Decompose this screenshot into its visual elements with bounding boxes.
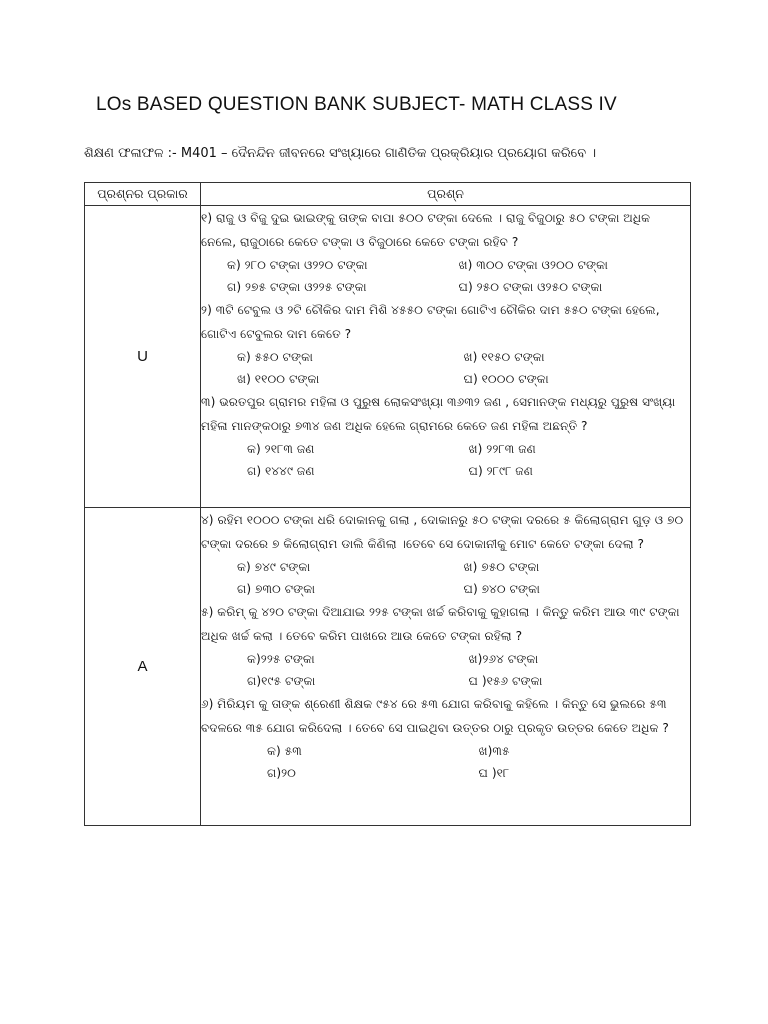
option: ଗ) ୭୩୦ ଟଙ୍କା	[237, 582, 316, 596]
option: କ) ୨୮୦ ଟଙ୍କା ଓ୨୨୦ ଟଙ୍କା	[227, 258, 368, 272]
option: ଖ) ୧୧୦୦ ଟଙ୍କା	[237, 372, 320, 386]
option: ଘ) ୨୫୦ ଟଙ୍କା ଓ୨୫୦ ଟଙ୍କା	[458, 280, 603, 294]
option: ଗ) ୧୪୪୯ ଜଣ	[247, 464, 315, 478]
section-row-a	[85, 508, 691, 826]
question-stem: ୨) ୩ଟି ଟେବୁଲ ଓ ୨ଟି ଚୌକିର ଦାମ ମିଶି ୪୫୫୦ ଟଙ୍କା ଗୋଟିଏ ଚୌକିର ଦାମ ୫୫୦ ଟଙ୍କା ହେଲେ, ଗୋଟିଏ ଟେବୁଲର ଦାମ କେତେ ?	[201, 303, 660, 341]
learning-outcome: ଶିକ୍ଷଣ ଫଳାଫଳ :- M401 – ଦୈନନ୍ଦିନ ଜୀବନରେ ସଂଖ୍ୟାରେ ଗାଣିତିକ ପ୍ରକ୍ରିୟାର ପ୍ରୟୋଗ କରିବେ ।	[84, 146, 597, 161]
page-title: LOs BASED QUESTION BANK SUBJECT- MATH CLASS IV	[96, 94, 617, 115]
header-question-type: ପ୍ରଶ୍ନର ପ୍ରକାର	[85, 183, 201, 206]
question-stem: ୫) କରିମ୍ କୁ ୪୨୦ ଟଙ୍କା ଦିଆଯାଇ ୨୨୫ ଟଙ୍କା ଖର୍ଚ୍ଚ କରିବାକୁ କୁହାଗଲା । କିନ୍ତୁ କରିମ ଆଉ ୩୯ ଟଙ୍କା ଅଧିକ ଖର୍ଚ୍ଚ କଲା । ତେବେ କରିମ ପାଖରେ ଆଉ କେତେ ଟଙ୍କା ରହିଲା ?	[201, 605, 680, 643]
option-list	[201, 740, 690, 784]
option: ଘ )୧୮	[478, 766, 510, 780]
option: କ)୨୨୫ ଟଙ୍କା	[247, 652, 315, 666]
option: ଖ) ୩୦୦ ଟଙ୍କା ଓ୨୦୦ ଟଙ୍କା	[458, 258, 608, 272]
table-header-row	[85, 183, 691, 206]
option: ଖ) ୭୫୦ ଟଙ୍କା	[463, 560, 540, 574]
question-5	[201, 600, 690, 692]
question-2	[201, 298, 690, 390]
option: ଘ) ୨୮୯୮ ଜଣ	[468, 464, 533, 478]
option: କ) ୭୪୯ ଟଙ୍କା	[237, 560, 311, 574]
question-type-label: U	[85, 206, 201, 508]
header-question: ପ୍ରଶ୍ନ	[201, 183, 691, 206]
question-stem: ୧) ରାଜୁ ଓ ବିଜୁ ଦୁଇ ଭାଇଙ୍କୁ ତାଙ୍କ ବାପା ୫୦୦ ଟଙ୍କା ଦେଲେ । ରାଜୁ ବିଜୁଠାରୁ ୫୦ ଟଙ୍କା ଅଧିକ ନେଲେ, ରାଜୁଠାରେ କେତେ ଟଙ୍କା ଓ ବିଜୁଠାରେ କେତେ ଟଙ୍କା ରହିବ ?	[201, 211, 651, 249]
option: ଗ)୨୦	[267, 766, 297, 780]
option: ଘ) ୭୪୦ ଟଙ୍କା	[463, 582, 540, 596]
option-list	[201, 438, 690, 482]
question-cell	[201, 508, 691, 826]
option: କ) ୫୩	[267, 744, 302, 758]
option: ଘ) ୧୦୦୦ ଟଙ୍କା	[463, 372, 549, 386]
option: କ) ୫୫୦ ଟଙ୍କା	[237, 350, 313, 364]
question-stem: ୬) ମିରିୟମ କୁ ତାଙ୍କ ଶ୍ରେଣୀ ଶିକ୍ଷକ ୯୫୪ ରେ ୫୩ ଯୋଗ କରିବାକୁ କହିଲେ । କିନ୍ତୁ ସେ ଭୁଲରେ ୫୩ ବଦଳରେ ୩୫ ଯୋଗ କରିଦେଲା । ତେବେ ସେ ପାଇଥିବା ଉତ୍ତର ଠାରୁ ପ୍ରକୃତ ଉତ୍ତର କେତେ ଅଧିକ ?	[201, 697, 669, 735]
question-6	[201, 692, 690, 784]
question-1	[201, 206, 690, 298]
option: ଗ) ୨୭୫ ଟଙ୍କା ଓ୨୨୫ ଟଙ୍କା	[227, 280, 367, 294]
section-row-u	[85, 206, 691, 508]
question-type-label: A	[85, 508, 201, 826]
option-list	[201, 346, 690, 390]
option-list	[201, 556, 690, 600]
option-list	[201, 254, 690, 298]
question-table	[84, 182, 691, 826]
question-3	[201, 390, 690, 482]
option: ଖ) ୨୨୮୩ ଜଣ	[468, 442, 536, 456]
question-stem: ୪) ରହିମ ୧୦୦୦ ଟଙ୍କା ଧରି ଦୋକାନକୁ ଗଲା , ଦୋକାନରୁ ୫୦ ଟଙ୍କା ଦରରେ ୫ କିଲୋଗ୍ରାମ ଗୁଡ଼ ଓ ୭୦ ଟଙ୍କା ଦରରେ ୭ କିଲୋଗ୍ରାମ ଡାଲି କିଣିଲା ।ତେବେ ସେ ଦୋକାନୀକୁ ମୋଟ କେତେ ଟଙ୍କା ଦେଲା ?	[201, 513, 684, 551]
option: ଗ)୧୯୫ ଟଙ୍କା	[247, 674, 316, 688]
option: ଖ)୨୬୪ ଟଙ୍କା	[468, 652, 539, 666]
option: ଖ)୩୫	[478, 744, 510, 758]
question-cell	[201, 206, 691, 508]
option: ଖ) ୧୧୫୦ ଟଙ୍କା	[463, 350, 545, 364]
question-stem: ୩) ଭରତପୁର ଗ୍ରାମର ମହିଳା ଓ ପୁରୁଷ ଲୋକସଂଖ୍ୟା ୩୬୩୨ ଜଣ , ସେମାନଙ୍କ ମଧ୍ୟରୁ ପୁରୁଷ ସଂଖ୍ୟା ମହିଳା ମାନଙ୍କଠାରୁ ୭୩୪ ଜଣ ଅଧିକ ହେଲେ ଗ୍ରାମରେ କେତେ ଜଣ ମହିଳା ଅଛନ୍ତି ?	[201, 395, 676, 433]
option: ଘ )୧୫୬ ଟଙ୍କା	[468, 674, 543, 688]
option-list	[201, 648, 690, 692]
question-4	[201, 508, 690, 600]
option: କ) ୨୧୮୩ ଜଣ	[247, 442, 315, 456]
